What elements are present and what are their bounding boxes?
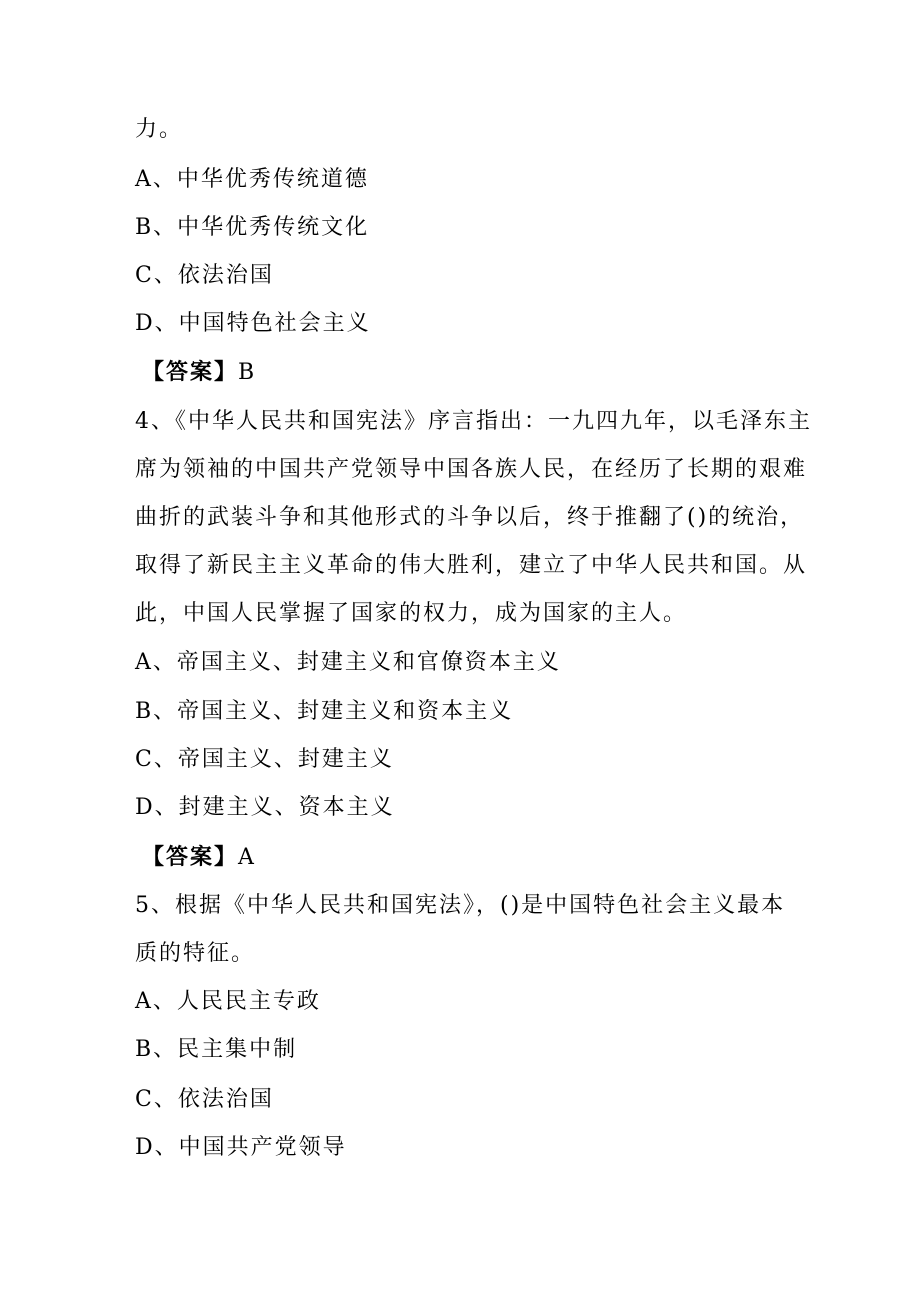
q4-option-d: D、封建主义、资本主义 — [135, 795, 395, 820]
q4-answer-value: A — [238, 845, 256, 870]
q3-answer-value: B — [238, 360, 257, 385]
q3-stem-continuation: 力。 — [135, 117, 184, 142]
q3-option-c: C、依法治国 — [135, 263, 274, 288]
q5-option-c: C、依法治国 — [135, 1087, 274, 1112]
q4-stem-line-2: 席为领袖的中国共产党领导中国各族人民，在经历了长期的艰难 — [135, 457, 808, 482]
q4-option-a: A、帝国主义、封建主义和官僚资本主义 — [135, 650, 561, 675]
q4-stem-line-5: 此，中国人民掌握了国家的权力，成为国家的主人。 — [135, 601, 688, 626]
q3-option-a: A、中华优秀传统道德 — [135, 167, 369, 192]
q5-stem-line-2: 质的特征。 — [135, 941, 256, 966]
q5-option-d: D、中国共产党领导 — [135, 1135, 347, 1160]
q4-stem-line-3: 曲折的武装斗争和其他形式的斗争以后，终于推翻了()的统治， — [135, 505, 805, 530]
q3-option-b: B、中华优秀传统文化 — [135, 215, 370, 240]
q4-stem-line-1: 4、《中华人民共和国宪法》序言指出：一九四九年，以毛泽东主 — [135, 409, 812, 434]
q5-option-b: B、民主集中制 — [135, 1037, 298, 1062]
q3-answer-label: 【答案】 — [142, 360, 239, 385]
q4-answer-label: 【答案】 — [142, 845, 239, 870]
q5-stem-line-1: 5、根据《中华人民共和国宪法》，()是中国特色社会主义最本 — [135, 893, 786, 918]
q3-option-d: D、中国特色社会主义 — [135, 311, 371, 336]
q4-option-b: B、帝国主义、封建主义和资本主义 — [135, 699, 514, 724]
q5-option-a: A、人民民主专政 — [135, 989, 321, 1014]
q4-stem-line-4: 取得了新民主主义革命的伟大胜利，建立了中华人民共和国。从 — [135, 553, 808, 578]
q4-answer — [142, 842, 256, 874]
q4-option-c: C、帝国主义、封建主义 — [135, 747, 394, 772]
q3-answer — [142, 357, 256, 389]
